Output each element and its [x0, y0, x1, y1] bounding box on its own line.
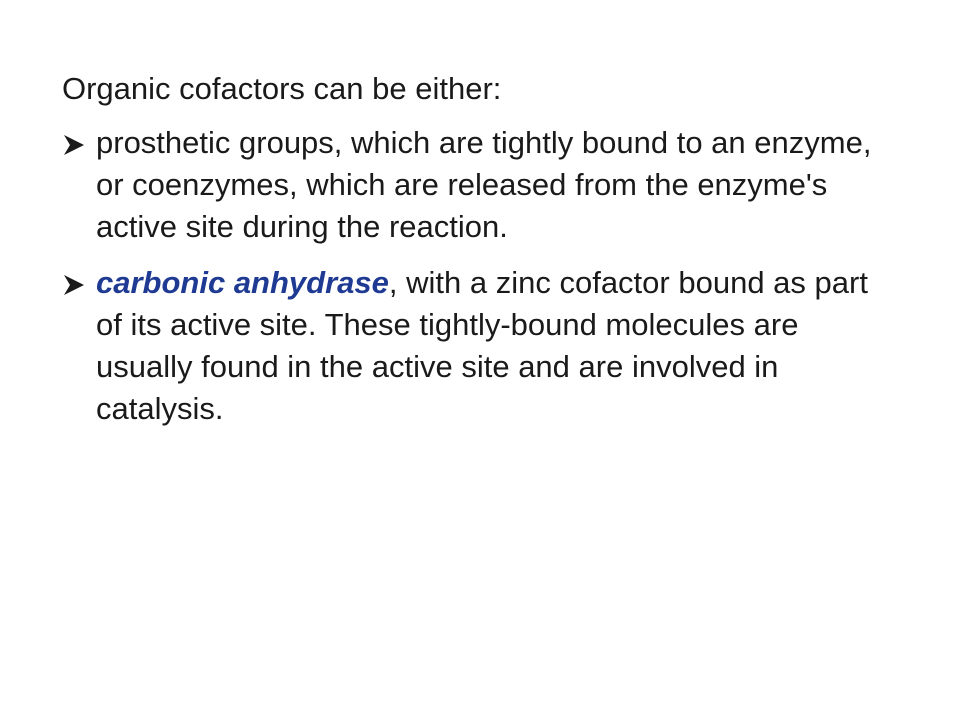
bullet-item-carbonic-anhydrase — [62, 262, 902, 430]
slide-body — [62, 68, 902, 444]
bullet-text: prosthetic groups, which are tightly bound to an enzyme, or coenzymes, which are released from the enzyme's active site during the reaction. — [96, 125, 872, 244]
highlighted-term: carbonic anhydrase — [96, 265, 389, 300]
bullet-item-prosthetic-groups — [62, 122, 902, 248]
intro-text: Organic cofactors can be either: — [62, 71, 502, 106]
arrowhead-bullet-icon — [62, 273, 86, 297]
arrowhead-bullet-icon — [62, 133, 86, 157]
bullet-text: , with a zinc cofactor bound as part of its active site. These tightly-bound molecules are usually found in the active site and are involved in catalysis. — [96, 265, 868, 426]
